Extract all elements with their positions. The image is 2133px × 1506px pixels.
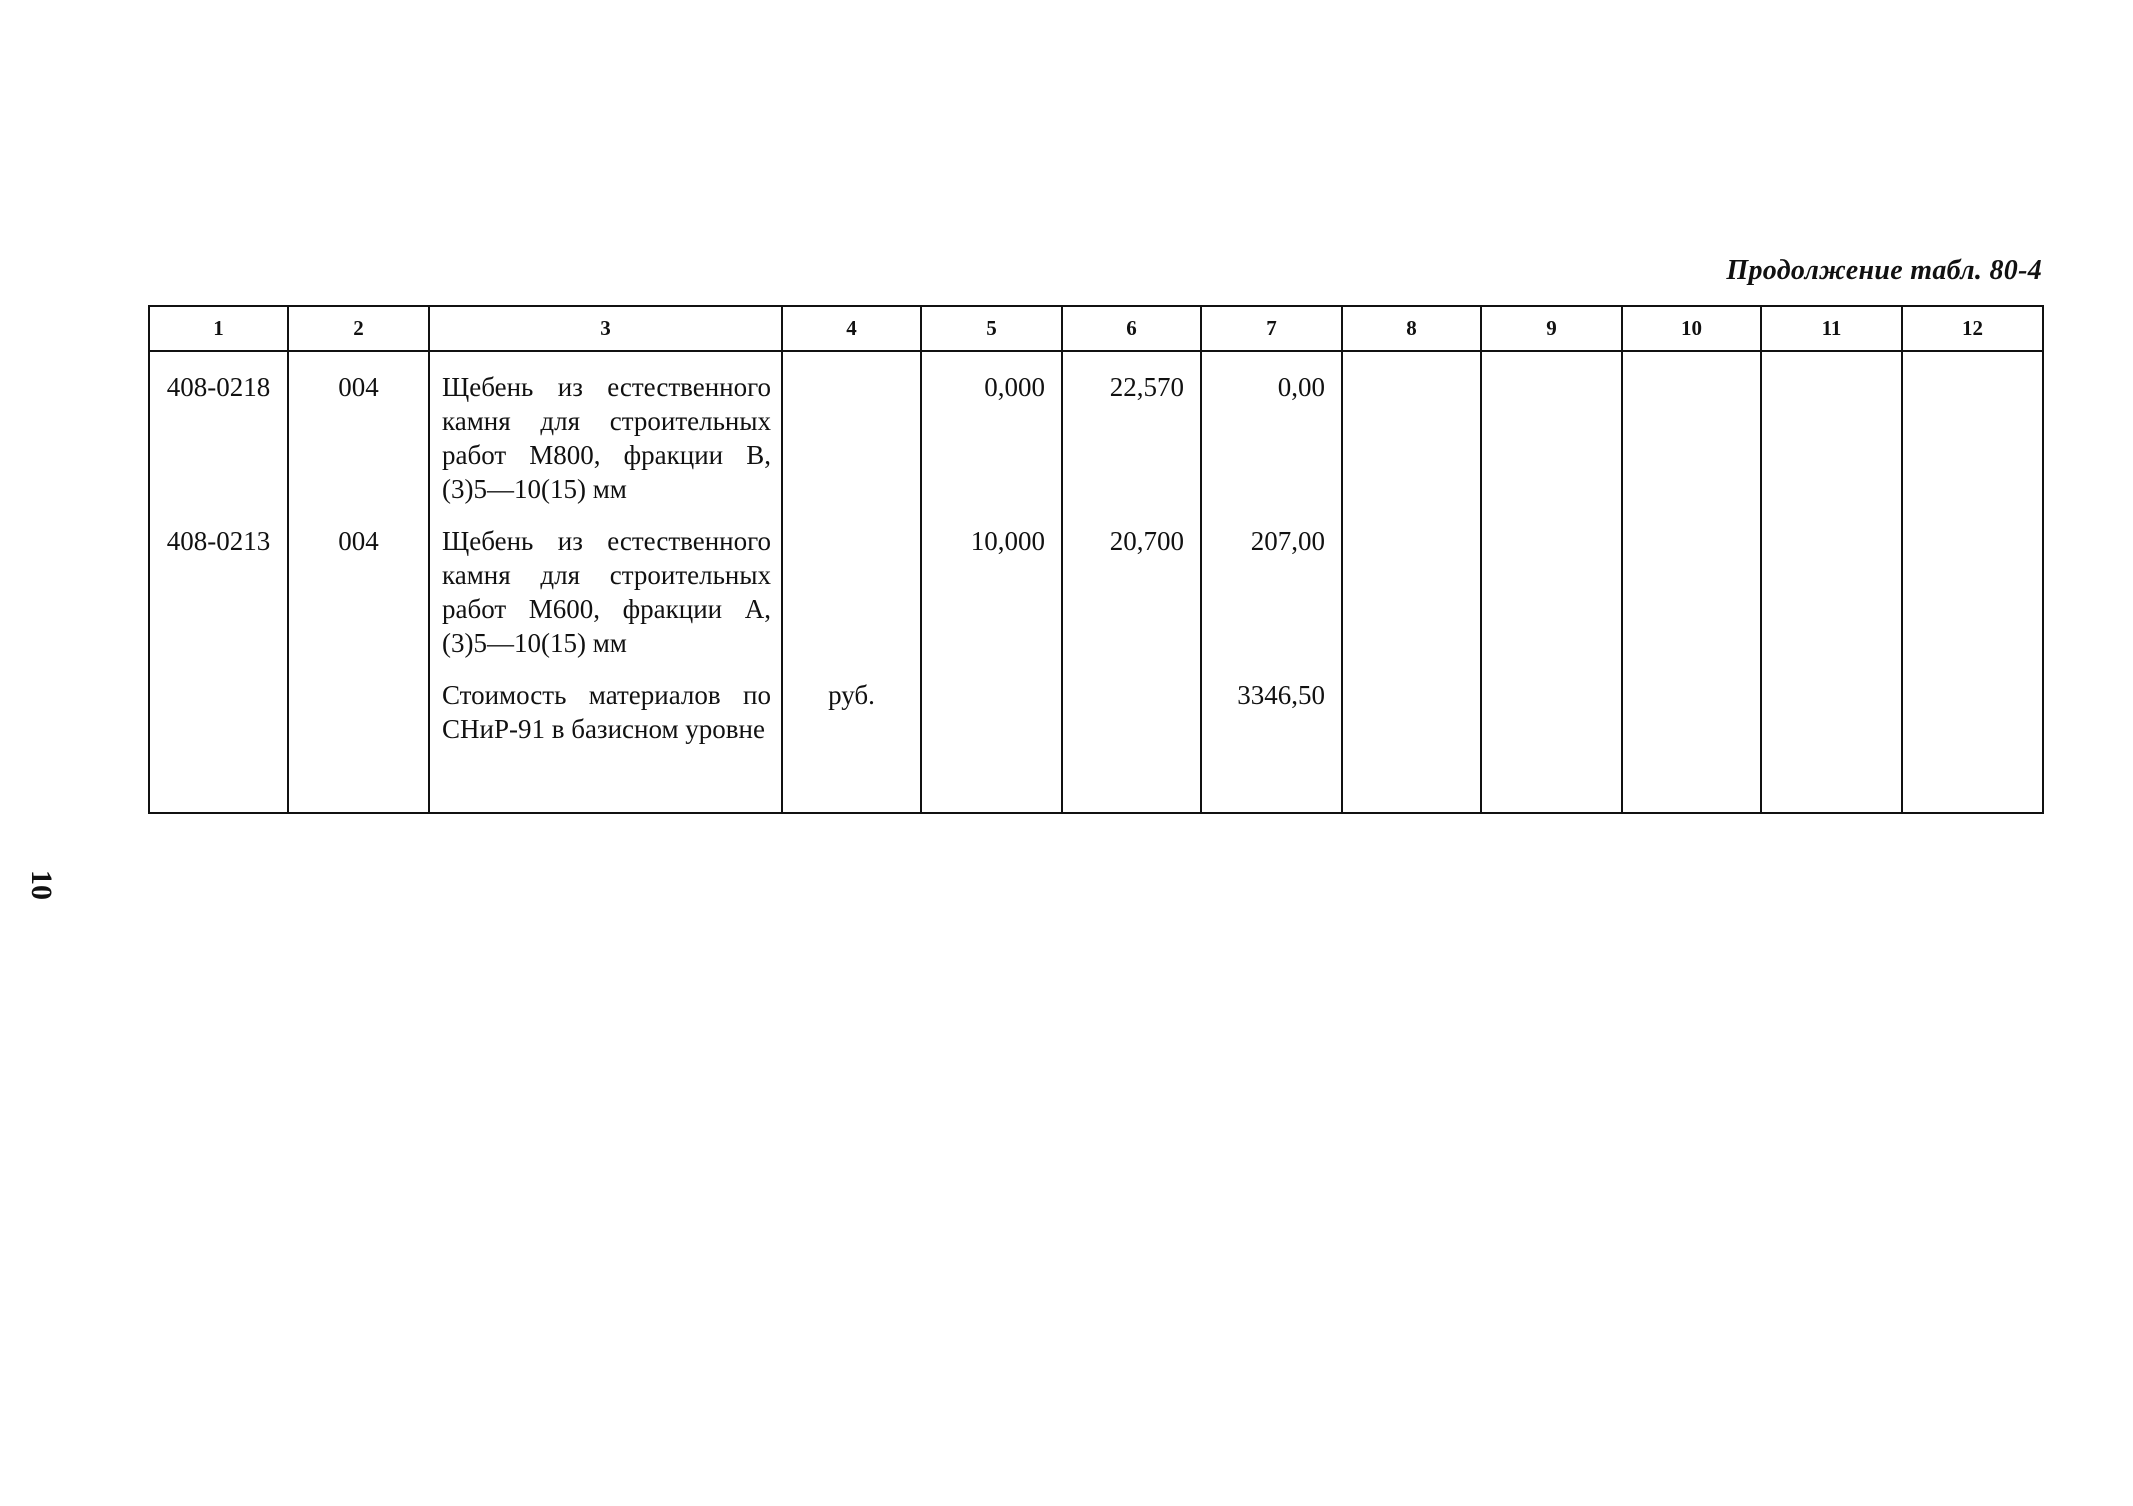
table-row bbox=[149, 506, 2043, 660]
materials-table bbox=[148, 305, 2044, 814]
column-header: 12 bbox=[1902, 306, 2043, 351]
column-5-value: 0,000 bbox=[984, 372, 1045, 402]
cell-description bbox=[429, 660, 782, 813]
cell-description bbox=[429, 506, 782, 660]
cell-code bbox=[149, 506, 288, 660]
total-description: Стоимость материалов по СНиР-91 в базисном уровне bbox=[442, 680, 771, 744]
cell-code bbox=[149, 660, 288, 813]
column-header: 8 bbox=[1342, 306, 1481, 351]
table-continuation-caption: Продолжение табл. 80-4 bbox=[1726, 255, 2042, 286]
cell-col2 bbox=[288, 660, 429, 813]
column-header: 10 bbox=[1622, 306, 1761, 351]
cell-col5 bbox=[921, 351, 1062, 506]
table-row-total bbox=[149, 660, 2043, 813]
column-2-value: 004 bbox=[338, 526, 379, 556]
cell-empty bbox=[1481, 660, 1622, 813]
column-header: 5 bbox=[921, 306, 1062, 351]
cell-col7 bbox=[1201, 506, 1342, 660]
cell-col6 bbox=[1062, 660, 1201, 813]
cell-col2 bbox=[288, 506, 429, 660]
column-header: 1 bbox=[149, 306, 288, 351]
cell-unit bbox=[782, 660, 921, 813]
cell-description bbox=[429, 351, 782, 506]
column-6-value: 20,700 bbox=[1109, 526, 1184, 556]
column-header: 2 bbox=[288, 306, 429, 351]
column-5-value: 10,000 bbox=[970, 526, 1045, 556]
cell-unit bbox=[782, 351, 921, 506]
cell-col5 bbox=[921, 506, 1062, 660]
column-7-value: 0,00 bbox=[1277, 372, 1325, 402]
cell-empty bbox=[1342, 351, 1481, 506]
cell-col6 bbox=[1062, 351, 1201, 506]
cell-empty bbox=[1761, 351, 1902, 506]
column-6-value: 22,570 bbox=[1109, 372, 1184, 402]
cell-col6 bbox=[1062, 506, 1201, 660]
header-row bbox=[149, 306, 2043, 351]
cell-col2 bbox=[288, 351, 429, 506]
column-2-value bbox=[289, 660, 428, 678]
cell-empty bbox=[1902, 506, 2043, 660]
unit-value bbox=[783, 352, 920, 370]
material-description: Щебень из естественного камня для строительных работ М600, фракции А, (3)5—10(15) мм bbox=[442, 526, 771, 658]
table-row bbox=[149, 351, 2043, 506]
column-header: 11 bbox=[1761, 306, 1902, 351]
cell-empty bbox=[1342, 660, 1481, 813]
cell-empty bbox=[1761, 506, 1902, 660]
page-number: 10 bbox=[25, 870, 58, 900]
unit-value: руб. bbox=[828, 680, 875, 710]
cell-unit bbox=[782, 506, 921, 660]
column-6-value bbox=[1063, 660, 1200, 678]
cell-empty bbox=[1481, 351, 1622, 506]
column-2-value: 004 bbox=[338, 372, 379, 402]
column-header: 6 bbox=[1062, 306, 1201, 351]
material-code: 408-0218 bbox=[166, 372, 271, 402]
column-5-value bbox=[922, 660, 1061, 678]
total-cost-value: 3346,50 bbox=[1237, 680, 1325, 710]
column-header: 9 bbox=[1481, 306, 1622, 351]
cell-empty bbox=[1481, 506, 1622, 660]
cell-empty bbox=[1761, 660, 1902, 813]
column-header: 7 bbox=[1201, 306, 1342, 351]
material-code: 408-0213 bbox=[166, 526, 271, 556]
cell-empty bbox=[1622, 660, 1761, 813]
cell-col7 bbox=[1201, 351, 1342, 506]
cell-col7 bbox=[1201, 660, 1342, 813]
material-description: Щебень из естественного камня для строительных работ М800, фракции В, (3)5—10(15) мм bbox=[442, 372, 771, 504]
column-7-value: 207,00 bbox=[1250, 526, 1325, 556]
unit-value bbox=[783, 506, 920, 524]
cell-empty bbox=[1342, 506, 1481, 660]
cell-col5 bbox=[921, 660, 1062, 813]
cell-empty bbox=[1902, 660, 2043, 813]
cell-empty bbox=[1902, 351, 2043, 506]
material-code bbox=[150, 660, 287, 678]
column-header: 4 bbox=[782, 306, 921, 351]
cell-empty bbox=[1622, 506, 1761, 660]
cell-empty bbox=[1622, 351, 1761, 506]
cell-code bbox=[149, 351, 288, 506]
column-header: 3 bbox=[429, 306, 782, 351]
